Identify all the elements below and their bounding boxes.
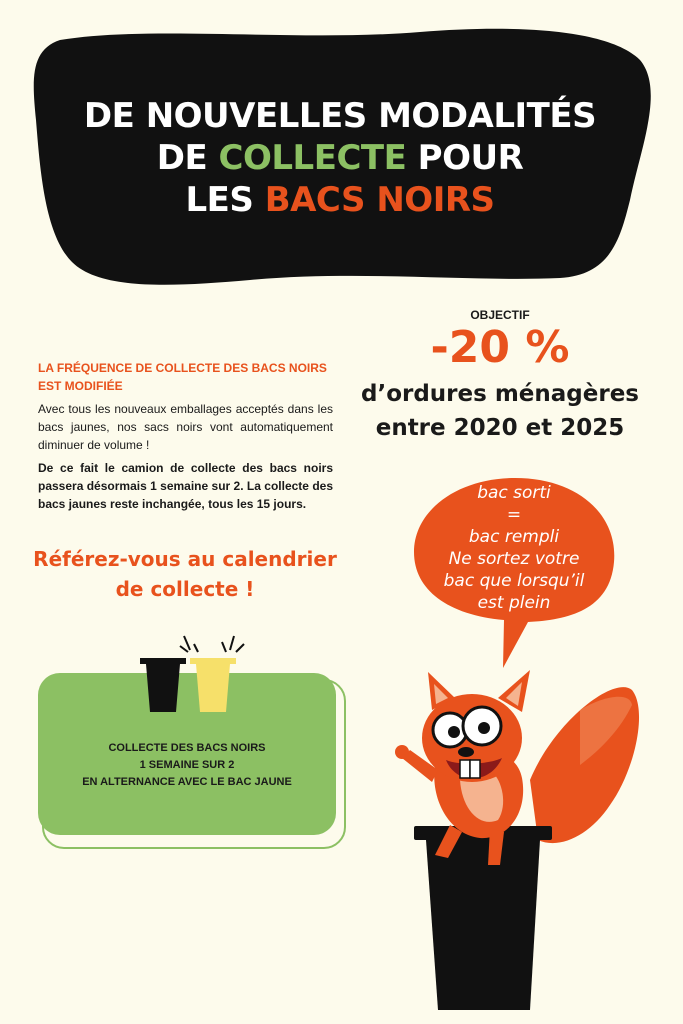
bins-icon — [130, 630, 260, 720]
cta-line-2: de collecte ! — [115, 577, 255, 601]
bubble-line-2: = — [506, 505, 522, 525]
title-line-2 — [60, 137, 620, 179]
bubble-line-4: Ne sortez votre — [448, 549, 580, 569]
frequency-paragraph-1: Avec tous les nouveaux emballages acceptés dans les bacs jaunes, nos sacs noirs vont automatiquement diminuer de volume ! — [38, 402, 333, 452]
objectif-line-2: entre 2020 et 2025 — [375, 415, 625, 441]
bubble-line-3: bac rempli — [468, 527, 560, 547]
calendar-cta — [30, 544, 340, 604]
objectif-value: -20 % — [430, 322, 570, 373]
card-line-1: COLLECTE DES BACS NOIRS — [108, 742, 266, 754]
title-line-3 — [60, 179, 620, 221]
title-highlight-bacs-noirs: BACS NOIRS — [264, 180, 495, 220]
title-line-2-post: POUR — [406, 138, 524, 178]
bubble-line-5: bac que lorsqu’il — [443, 571, 585, 591]
title-line-2-pre: DE — [156, 138, 219, 178]
title-line-3-pre: LES — [185, 180, 265, 220]
objectif-label: OBJECTIF — [470, 308, 530, 322]
bubble-line-1: bac sorti — [477, 483, 551, 503]
frequency-paragraph-2: De ce fait le camion de collecte des bacs noirs passera désormais 1 semaine sur 2. La collecte des bacs jaunes reste inchangée, tous les 15 jours. — [38, 461, 333, 511]
page-title — [60, 95, 620, 221]
cta-line-1: Référez-vous au calendrier — [33, 547, 337, 571]
black-bin-icon — [140, 658, 186, 712]
card-line-3: EN ALTERNANCE AVEC LE BAC JAUNE — [82, 776, 292, 788]
objectif-description — [350, 377, 650, 445]
card-line-2: 1 SEMAINE SUR 2 — [139, 759, 235, 771]
title-line-1: DE NOUVELLES MODALITÉS — [83, 96, 597, 136]
motion-lines-icon — [180, 636, 244, 652]
bubble-line-6: est plein — [477, 593, 551, 613]
yellow-bin-icon — [190, 658, 236, 712]
frequency-heading: LA FRÉQUENCE DE COLLECTE DES BACS NOIRS EST MODIFIÉE — [38, 361, 327, 393]
title-highlight-collecte: COLLECTE — [218, 138, 407, 178]
black-bin-illustration — [414, 826, 552, 1010]
squirrel-scene — [380, 660, 660, 1020]
bubble-text — [418, 482, 610, 614]
green-card-text — [38, 740, 336, 791]
objectif-line-1: d’ordures ménagères — [361, 381, 639, 407]
